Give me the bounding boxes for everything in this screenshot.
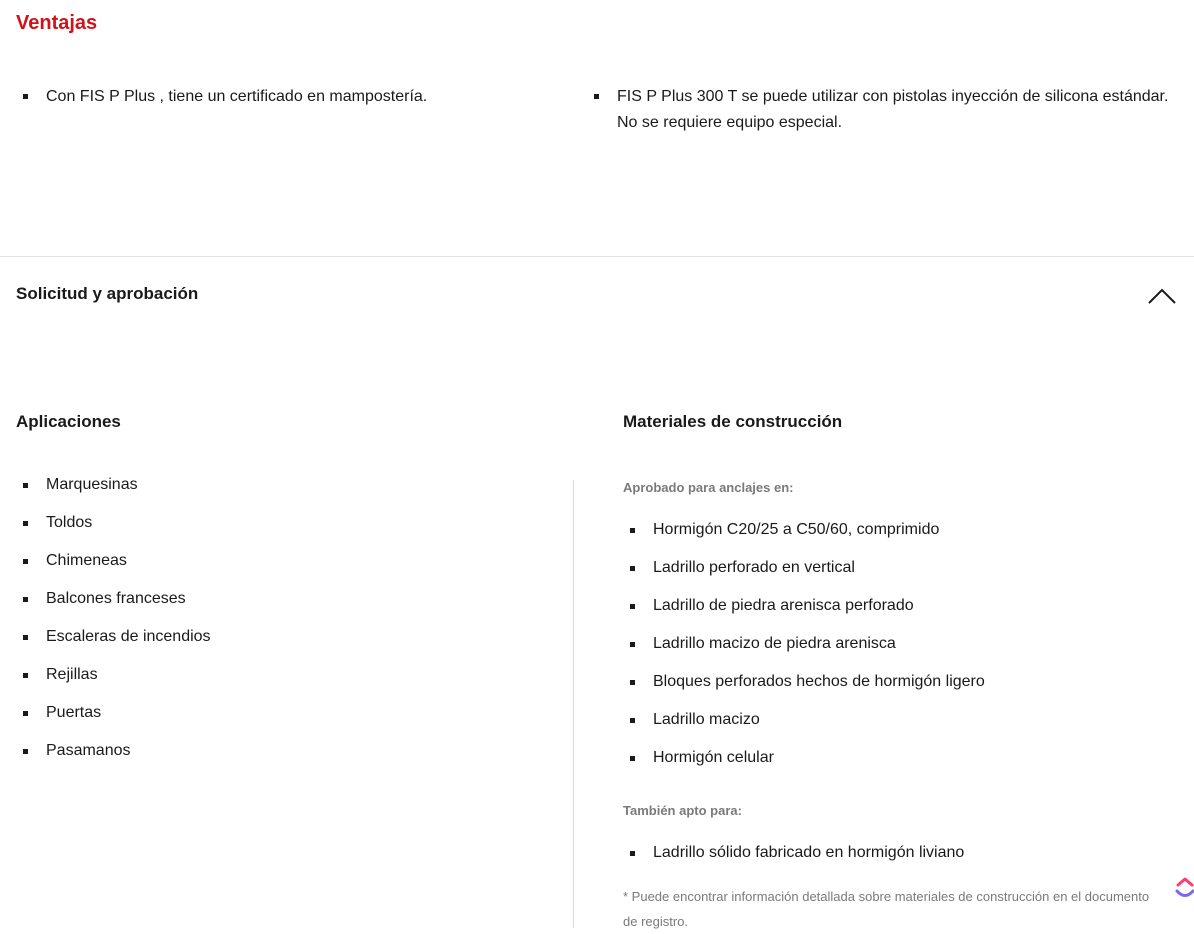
chevron-up-icon[interactable] xyxy=(1145,283,1179,309)
list-item: Ladrillo macizo xyxy=(623,710,1183,748)
approved-label: Aprobado para anclajes en: xyxy=(623,480,794,495)
list-item: FIS P Plus 300 T se puede utilizar con pistolas inyección de silicona estándar. No se requiere equipo especial. xyxy=(587,84,1187,136)
list-item: Ladrillo macizo de piedra arenisca xyxy=(623,634,1183,672)
list-item: Puertas xyxy=(16,703,536,741)
also-suitable-label: También apto para: xyxy=(623,803,742,818)
materials-title: Materiales de construcción xyxy=(623,412,843,431)
list-item: Marquesinas xyxy=(16,475,536,513)
list-item: Balcones franceses xyxy=(16,589,536,627)
list-item: Con FIS P Plus , tiene un certificado en mampostería. xyxy=(16,84,556,110)
list-item: Ladrillo de piedra arenisca perforado xyxy=(623,596,1183,634)
list-item: Ladrillo sólido fabricado en hormigón liviano xyxy=(623,843,1183,881)
applications-title: Aplicaciones xyxy=(16,412,121,431)
column-divider xyxy=(573,480,574,928)
section-divider xyxy=(0,256,1194,257)
list-item: Escaleras de incendios xyxy=(16,627,536,665)
list-item: Chimeneas xyxy=(16,551,536,589)
list-item: Pasamanos xyxy=(16,741,536,779)
applications-list xyxy=(16,475,536,779)
list-item: Ladrillo perforado en vertical xyxy=(623,558,1183,596)
also-suitable-list xyxy=(623,843,1183,881)
accordion-title[interactable]: Solicitud y aprobación xyxy=(16,284,199,303)
list-item: Hormigón celular xyxy=(623,748,1183,786)
approved-materials-list xyxy=(623,520,1183,786)
list-item: Rejillas xyxy=(16,665,536,703)
list-item: Toldos xyxy=(16,513,536,551)
materials-footnote: * Puede encontrar información detallada sobre materiales de construcción en el documento de registro. xyxy=(623,889,1150,929)
clickup-logo-icon[interactable] xyxy=(1172,872,1194,904)
advantages-title: Ventajas xyxy=(16,12,98,34)
advantages-list-right xyxy=(587,84,1187,136)
advantages-list-left xyxy=(16,84,556,110)
list-item: Hormigón C20/25 a C50/60, comprimido xyxy=(623,520,1183,558)
list-item: Bloques perforados hechos de hormigón ligero xyxy=(623,672,1183,710)
